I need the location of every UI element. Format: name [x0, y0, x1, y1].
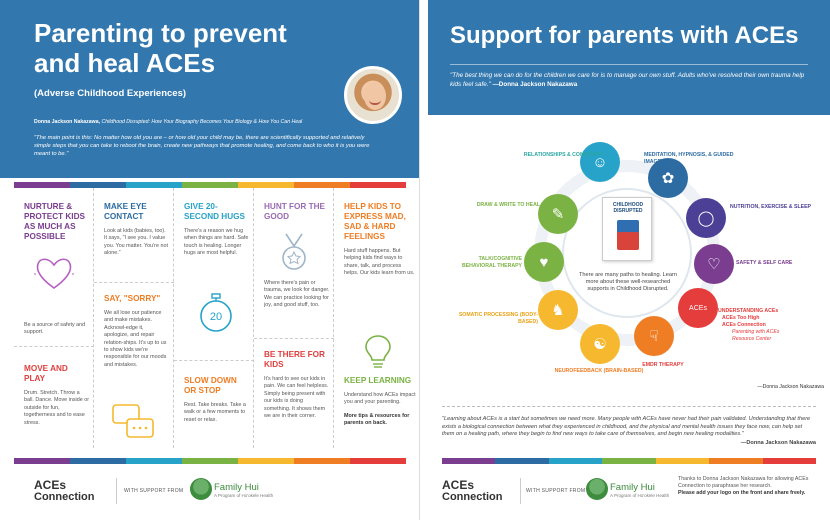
logo-back-line-2: Connection [442, 491, 503, 503]
family-hui-logo-back [610, 482, 669, 498]
card-express [344, 202, 416, 278]
card-learn-text: Understand how ACEs impact you and your parenting. [344, 392, 416, 406]
back-header [428, 0, 830, 115]
aces-chip-icon [678, 288, 718, 328]
card-hunt-text: Where there's pain or trauma, we look for danger. We can practice looking for joy, and good stuff, too. [264, 280, 330, 309]
hui-name-back: Family Hui [610, 482, 655, 493]
hui-sub-back: A Program of Ho'okele Health [610, 493, 670, 498]
self-care-heart-icon: ♡ [694, 244, 734, 284]
card-hug-heading: GIVE 20-SECOND HUGS [184, 202, 245, 221]
understanding-aces-list [718, 308, 828, 343]
apple-icon: ◯ [686, 198, 726, 238]
tree-icon [190, 478, 212, 500]
link-parenting-with-aces[interactable]: Parenting with ACEs [732, 329, 780, 335]
rainbow-stripe-bottom [14, 458, 406, 464]
back-quote-author: —Donna Jackson Nakazawa [492, 80, 578, 88]
label-safety: SAFETY & SELF CARE [736, 260, 793, 266]
card-eye-contact [104, 202, 168, 258]
card-express-heading: HELP KIDS TO EXPRESS MAD, SAD & HARD FEELINGS [344, 202, 406, 241]
card-be-there [264, 350, 330, 420]
speech-bubbles-icon [110, 402, 158, 444]
heart-icon [34, 254, 74, 292]
bottom-quote [442, 416, 816, 447]
wheel-attribution: —Donna Jackson Nakazawa [757, 384, 824, 390]
card-hugs [184, 202, 250, 258]
medal-icon [276, 232, 312, 272]
rainbow-stripe-back [442, 458, 816, 464]
pen-icon: ✎ [538, 194, 578, 234]
logo-prompt: Please add your logo on the front and share freely. [678, 490, 806, 496]
timer-icon [198, 292, 234, 334]
label-draw: DRAW & WRITE TO HEAL [476, 202, 540, 208]
lightbulb-icon [362, 332, 394, 370]
label-nutrition: NUTRITION, EXERCISE & SLEEP [730, 204, 811, 210]
card-hunt-good [264, 202, 330, 222]
card-slow-heading: SLOW DOWN OR STOP [184, 376, 237, 395]
card-eye-heading: MAKE EYE CONTACT [104, 202, 147, 221]
column-1 [14, 188, 94, 448]
family-hui-logo [214, 482, 273, 498]
therapy-icon: ♥ [524, 242, 564, 282]
body-icon: ♞ [538, 290, 578, 330]
card-nurture-heading: NURTURE & PROTECT KIDS AS MUCH AS POSSIBLE [24, 202, 85, 241]
author-photo [344, 66, 402, 124]
card-sorry-text: We all lose our patience and make mistakes. Acknowl-edge it, apologize, and repair relation-ships. It's up to us to show kids we're responsible for our moods and mistakes. [104, 310, 167, 368]
back-page [428, 0, 830, 520]
aces-connection-logo [34, 479, 95, 503]
relationships-icon: ☺ [580, 142, 620, 182]
label-neurofeedback: NEUROFEEDBACK (BRAIN-BASED) [554, 368, 644, 374]
card-learn-more: More tips & resources for parents on back. [344, 412, 410, 427]
author-book: Childhood Disrupted: How Your Biography Becomes Your Biology & How You Can Heal [101, 119, 303, 125]
card-learn-heading: KEEP LEARNING [344, 376, 412, 385]
support-label: WITH SUPPORT FROM [124, 488, 184, 494]
label-understanding: UNDERSTANDING ACEs [718, 308, 779, 314]
back-quote-text: "The best thing we can do for the children we care for is to manage our own stuff. Adults who've resolved their own trauma help kids feel safe." [450, 72, 805, 88]
hui-sub: A Program of Ho'okele Health [214, 493, 274, 498]
column-4 [254, 188, 334, 448]
card-there-heading: BE THERE FOR KIDS [264, 350, 325, 369]
card-there-text: It's hard to see our kids in pain. We can feel helpless. Simply being present with our kids is doing something. It shows them we are in their corner. [264, 376, 329, 420]
card-slow-down [184, 376, 250, 424]
meditation-icon: ✿ [648, 158, 688, 198]
link-resource-center[interactable]: Resource Center [732, 336, 772, 342]
card-slow-text: Rest. Take breaks. Take a walk or a few moments to reset or relax. [184, 402, 246, 423]
card-move-text: Drum. Stretch. Throw a ball. Dance. Move inside or outside for fun, togetherness and to ease stress. [24, 390, 90, 426]
back-quote [450, 72, 810, 89]
timer-label: 20 [209, 311, 223, 323]
front-header [0, 0, 420, 178]
book-title: CHILDHOOD DISRUPTED [612, 202, 644, 214]
tree-icon-back [586, 478, 608, 500]
bottom-quote-text: "Learning about ACEs is a start but sometimes we need more. Many people with ACEs have never had their pain validated. Understanding that there exists a biological connection between what they experienced in childhood, and the physical and mental health issues they face now, can help set them on a healing path, where they begin to find new ways to take care of themselves, and begin new healing modalities." [442, 416, 811, 437]
card-move [24, 364, 90, 427]
back-footer [428, 468, 830, 520]
aces-connection-logo-back [442, 479, 503, 503]
link-aces-connection[interactable]: ACEs Connection [722, 322, 766, 328]
back-title: Support for parents with ACEs [450, 22, 799, 49]
logo-back-line-1: ACEs [442, 478, 475, 492]
card-express-text: Hard stuff happens. But helping kids find ways to share, talk, and process helps. Our kids learn from us. [344, 248, 415, 277]
center-text: There are many paths to healing. Learn more about these well-researched supports in Childhood Disrupted. [579, 272, 677, 293]
label-emdr: EMDR THERAPY [642, 362, 684, 368]
emdr-hand-icon: ☟ [634, 316, 674, 356]
front-footer [0, 468, 420, 520]
front-quote: "The main point is this: No matter how old you are – or how old your child may be, there are scientifically supported and relatively simple steps that you can take to reboot the brain, create new pathways that promote healing, and come back to who it is you were meant to be." [34, 135, 370, 157]
link-aces-too-high[interactable]: ACEs Too High [722, 315, 760, 321]
label-talk: TALK/COGNITIVE BEHAVIORAL THERAPY [461, 256, 522, 269]
card-nurture-text: Be a source of safety and support. [24, 322, 86, 336]
card-hunt-heading: HUNT FOR THE GOOD [264, 202, 325, 221]
logo-line-1: ACEs [34, 478, 67, 492]
card-nurture [24, 202, 90, 242]
card-move-heading: MOVE AND PLAY [24, 364, 68, 383]
author-name: Donna Jackson Nakazawa, [34, 119, 101, 125]
front-subtitle: (Adverse Childhood Experiences) [34, 88, 187, 99]
label-somatic: SOMATIC PROCESSING (BODY-BASED) [458, 312, 538, 325]
card-sorry [104, 294, 168, 369]
book-cover [602, 197, 652, 261]
label-meditation: MEDITATION, HYPNOSIS, & GUIDED IMAGERY [644, 152, 734, 165]
brain-icon: ☯ [580, 324, 620, 364]
bottom-quote-author: —Donna Jackson Nakazawa [740, 439, 816, 446]
card-eye-text: Look at kids (babies, too). It says, "I see you. I value you. You matter. You're not alone." [104, 228, 168, 257]
aces-chip-label: ACEs [689, 304, 707, 312]
column-3 [174, 188, 254, 448]
label-relationships: RELATIONSHIPS & COMMUNITY [523, 152, 605, 158]
bottom-quote-block [428, 400, 830, 462]
author-credit [34, 119, 374, 126]
support-label-back: WITH SUPPORT FROM [526, 488, 586, 494]
thanks-text: Thanks to Donna Jackson Nakazawa for allowing ACEs Connection to paraphrase her research. [678, 476, 809, 489]
column-2 [94, 188, 174, 448]
hui-name: Family Hui [214, 482, 259, 493]
column-5 [334, 188, 420, 448]
thanks-note [678, 476, 828, 497]
card-sorry-heading: SAY, "SORRY" [104, 294, 161, 303]
card-hug-text: There's a reason we hug when things are hard. Safe touch is healing. Longer hugs are most helpful. [184, 228, 249, 257]
card-keep-learning [344, 376, 416, 428]
logo-line-2: Connection [34, 491, 95, 503]
front-title: Parenting to prevent and heal ACEs [34, 18, 287, 78]
